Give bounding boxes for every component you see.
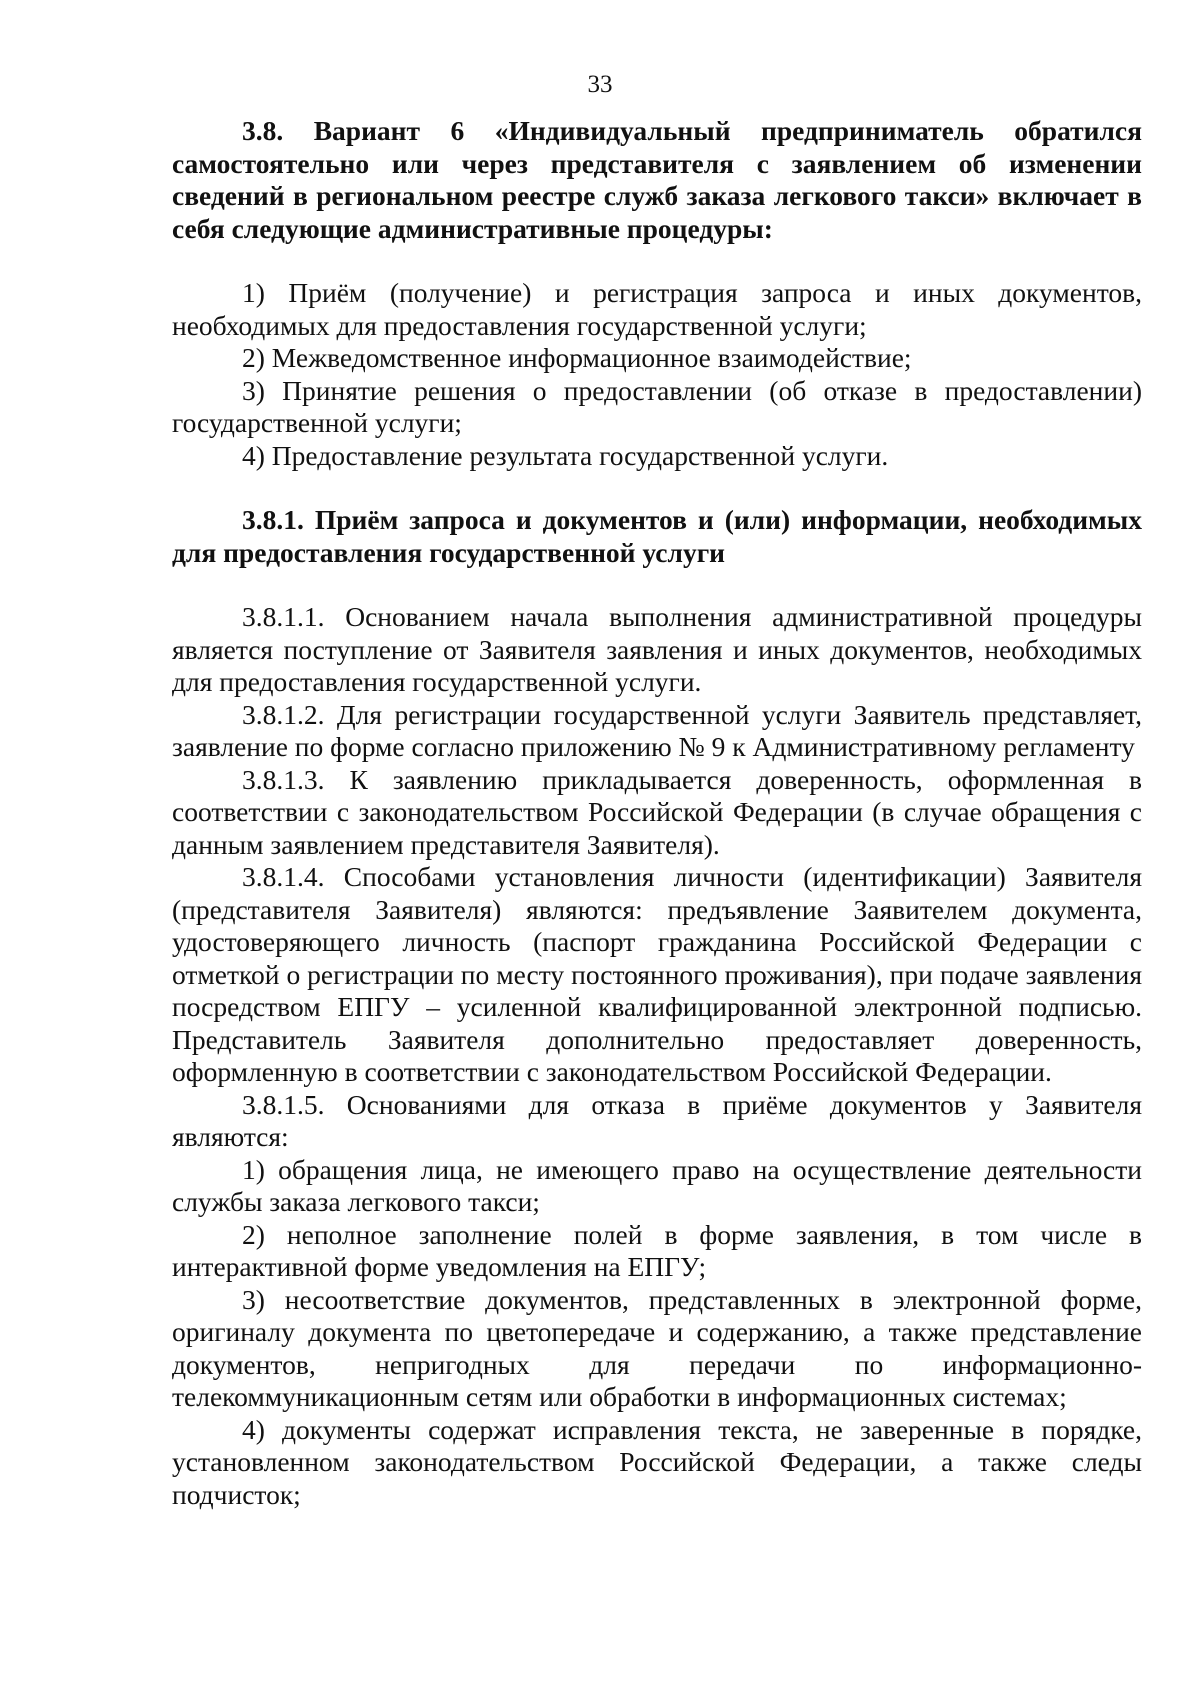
- procedure-item: 1) Приём (получение) и регистрация запроса и иных документов, необходимых для предоставления государственной услуги;: [172, 277, 1142, 341]
- page-content: [172, 115, 1142, 1511]
- procedure-item: 3) Принятие решения о предоставлении (об отказе в предоставлении) государственной услуги;: [172, 374, 1142, 438]
- section-heading: 3.8. Вариант 6 «Индивидуальный предприниматель обратился самостоятельно или через представителя с заявлением об изменении сведений в региональном реестре служб заказа легкового такси» включает в себя следующие административные процедуры:: [172, 115, 1142, 244]
- clause-paragraph: 3.8.1.4. Способами установления личности (идентификации) Заявителя (представителя Заявителя) являются: предъявление Заявителем документа, удостоверяющего личность (паспорт гражданина Российской Федерации с отметкой о регистрации по месту постоянного проживания), при подаче заявления посредством ЕПГУ – усиленной квалифицированной электронной подписью. Представитель Заявителя дополнительно предоставляет доверенность, оформленную в соответствии с законодательством Российской Федерации.: [172, 861, 1142, 1087]
- clauses-list: [172, 601, 1142, 1154]
- page-number: 33: [587, 71, 613, 98]
- procedure-item: 4) Предоставление результата государственной услуги.: [242, 439, 889, 471]
- clause-paragraph: 3.8.1.5. Основаниями для отказа в приёме документов у Заявителя являются:: [172, 1088, 1142, 1152]
- refusal-ground-item: 3) несоответствие документов, представленных в электронной форме, оригиналу документа по цветопередаче и содержанию, а также представление документов, непригодных для передачи по информационно-телекоммуникационным сетям или обработки в информационных системах;: [172, 1283, 1142, 1412]
- clause-paragraph: 3.8.1.3. К заявлению прикладывается доверенность, оформленная в соответствии с законодательством Российской Федерации (в случае обращения с данным заявлением представителя Заявителя).: [172, 763, 1142, 860]
- subsection-heading: 3.8.1. Приём запроса и документов и (или) информации, необходимых для предоставления государственной услуги: [172, 504, 1142, 568]
- refusal-ground-item: 1) обращения лица, не имеющего право на осуществление деятельности службы заказа легкового такси;: [172, 1153, 1142, 1217]
- refusal-ground-item: 2) неполное заполнение полей в форме заявления, в том числе в интерактивной форме уведомления на ЕПГУ;: [172, 1218, 1142, 1282]
- clause-paragraph: 3.8.1.2. Для регистрации государственной услуги Заявитель представляет, заявление по форме согласно приложению № 9 к Административному регламенту: [172, 698, 1142, 762]
- procedures-list: [172, 277, 1142, 472]
- refusal-grounds-list: [172, 1154, 1142, 1512]
- refusal-ground-item: 4) документы содержат исправления текста, не заверенные в порядке, установленном законодательством Российской Федерации, а также следы подчисток;: [172, 1413, 1142, 1510]
- clause-paragraph: 3.8.1.1. Основанием начала выполнения административной процедуры является поступление от Заявителя заявления и иных документов, необходимых для предоставления государственной услуги.: [172, 601, 1142, 697]
- procedure-item: 2) Межведомственное информационное взаимодействие;: [242, 342, 912, 373]
